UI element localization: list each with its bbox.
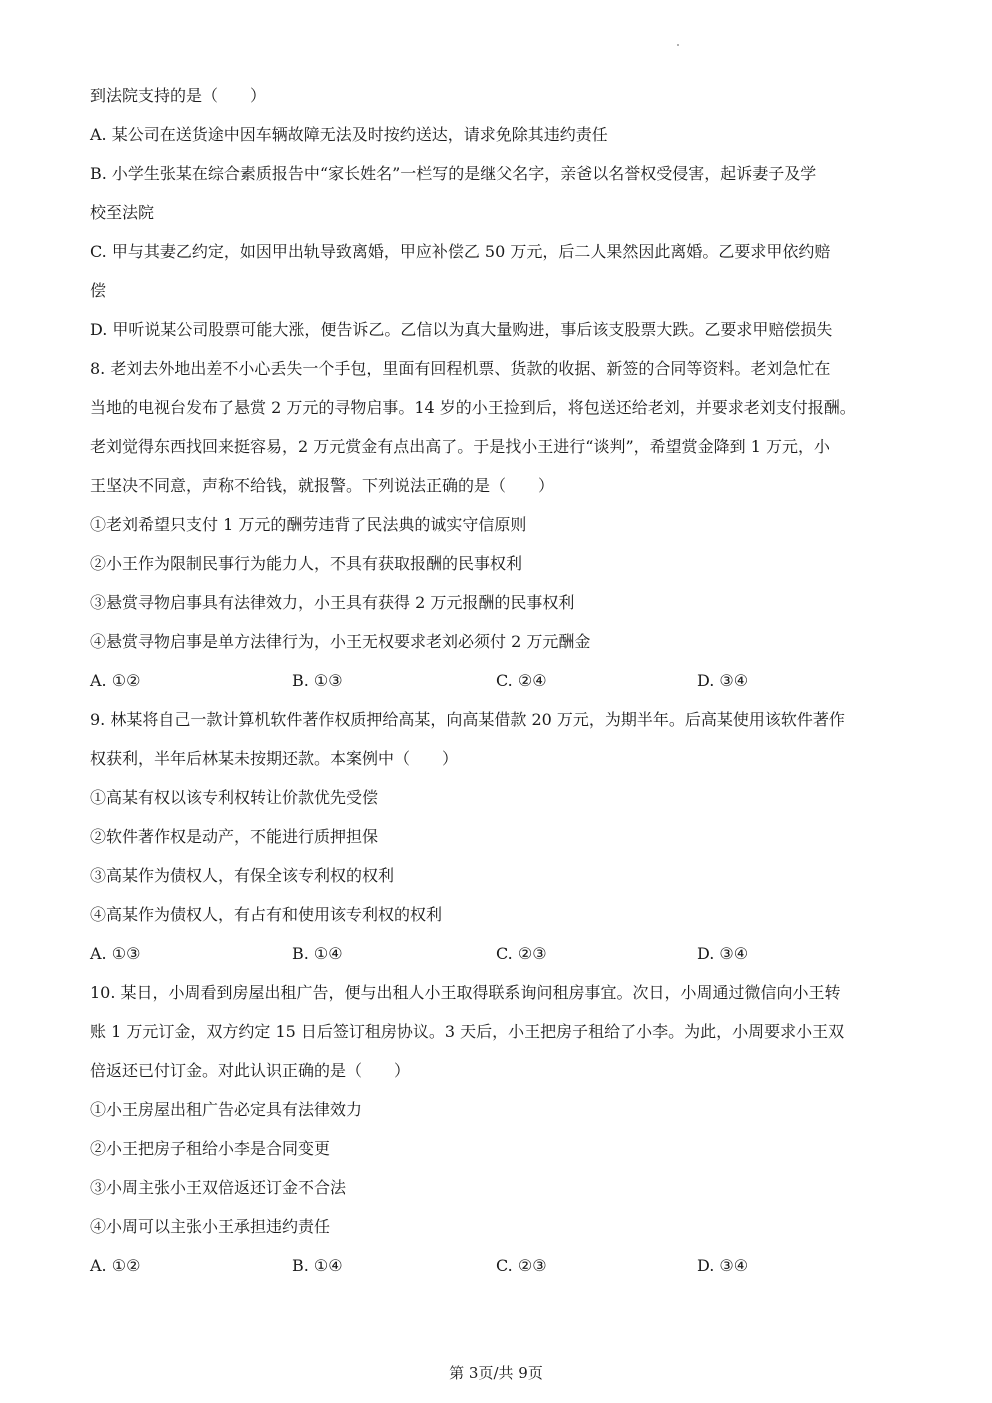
q7-option-a: A. 某公司在送货途中因车辆故障无法及时按约送达，请求免除其违约责任 xyxy=(90,125,608,144)
q7-option-b-line2: 校至法院 xyxy=(90,203,155,222)
q10-statement-1: ①小王房屋出租广告必定具有法律效力 xyxy=(90,1100,363,1119)
q8-choice-d: D. ③④ xyxy=(697,671,749,690)
q9-statement-3: ③高某作为债权人，有保全该专利权的权利 xyxy=(90,866,395,885)
q9-statement-4: ④高某作为债权人，有占有和使用该专利权的权利 xyxy=(90,905,443,924)
q10-statement-3: ③小周主张小王双倍返还订金不合法 xyxy=(90,1178,347,1197)
q9-choice-c: C. ②③ xyxy=(496,944,547,963)
q8-choice-b: B. ①③ xyxy=(292,671,343,690)
q9-choice-d: D. ③④ xyxy=(697,944,749,963)
q10-choice-d: D. ③④ xyxy=(697,1256,749,1275)
q8-choice-a: A. ①② xyxy=(90,671,141,690)
q7-stem-tail: 到法院支持的是（ ） xyxy=(90,86,267,105)
q10-stem-line2: 账 1 万元订金，双方约定 15 日后签订租房协议。3 天后，小王把房子租给了小李。为此，小周要求小王双 xyxy=(90,1022,845,1041)
q8-statement-4: ④悬赏寻物启事是单方法律行为，小王无权要求老刘必须付 2 万元酬金 xyxy=(90,632,591,651)
q10-stem-line3: 倍返还已付订金。对此认识正确的是（ ） xyxy=(90,1061,411,1080)
q9-choice-b: B. ①④ xyxy=(292,944,343,963)
q7-option-b-line1: B. 小学生张某在综合素质报告中“家长姓名”一栏写的是继父名字，亲爸以名誉权受侵害，起诉妻子及学 xyxy=(90,164,817,183)
q10-choice-c: C. ②③ xyxy=(496,1256,547,1275)
q9-stem-line2: 权获利，半年后林某未按期还款。本案例中（ ） xyxy=(90,749,459,768)
q9-statement-2: ②软件著作权是动产，不能进行质押担保 xyxy=(90,827,379,846)
q8-statement-1: ①老刘希望只支付 1 万元的酬劳违背了民法典的诚实守信原则 xyxy=(90,515,527,534)
q9-stem-line1: 9. 林某将自己一款计算机软件著作权质押给高某，向高某借款 20 万元，为期半年。后高某使用该软件著作 xyxy=(90,710,845,729)
q8-statement-2: ②小王作为限制民事行为能力人，不具有获取报酬的民事权利 xyxy=(90,554,523,573)
q8-stem-line4: 王坚决不同意，声称不给钱，就报警。下列说法正确的是（ ） xyxy=(90,476,555,495)
q10-stem-line1: 10. 某日，小周看到房屋出租广告，便与出租人小王取得联系询问租房事宜。次日，小周通过微信向小王转 xyxy=(90,983,841,1002)
q10-choice-a: A. ①② xyxy=(90,1256,141,1275)
q8-statement-3: ③悬赏寻物启事具有法律效力，小王具有获得 2 万元报酬的民事权利 xyxy=(90,593,575,612)
q9-statement-1: ①高某有权以该专利权转让价款优先受偿 xyxy=(90,788,379,807)
q7-option-d: D. 甲听说某公司股票可能大涨，便告诉乙。乙信以为真大量购进，事后该支股票大跌。乙要求甲赔偿损失 xyxy=(90,320,833,339)
q10-statement-2: ②小王把房子租给小李是合同变更 xyxy=(90,1139,331,1158)
q10-choice-b: B. ①④ xyxy=(292,1256,343,1275)
q8-choice-c: C. ②④ xyxy=(496,671,547,690)
q10-statement-4: ④小周可以主张小王承担违约责任 xyxy=(90,1217,331,1236)
q7-option-c-line2: 偿 xyxy=(90,281,107,300)
page-number-footer: 第 3页/共 9页 xyxy=(449,1364,543,1382)
q8-stem-line3: 老刘觉得东西找回来挺容易，2 万元赏金有点出高了。于是找小王进行“谈判”，希望赏金降到 1 万元，小 xyxy=(90,437,830,456)
q9-choice-a: A. ①③ xyxy=(90,944,141,963)
q8-stem-line2: 当地的电视台发布了悬赏 2 万元的寻物启事。14 岁的小王捡到后，将包送还给老刘，并要求老刘支付报酬。 xyxy=(90,398,856,417)
page-speck xyxy=(677,44,679,46)
q7-option-c-line1: C. 甲与其妻乙约定，如因甲出轨导致离婚，甲应补偿乙 50 万元，后二人果然因此离婚。乙要求甲依约赔 xyxy=(90,242,831,261)
q8-stem-line1: 8. 老刘去外地出差不小心丢失一个手包，里面有回程机票、货款的收据、新签的合同等资料。老刘急忙在 xyxy=(90,359,831,378)
